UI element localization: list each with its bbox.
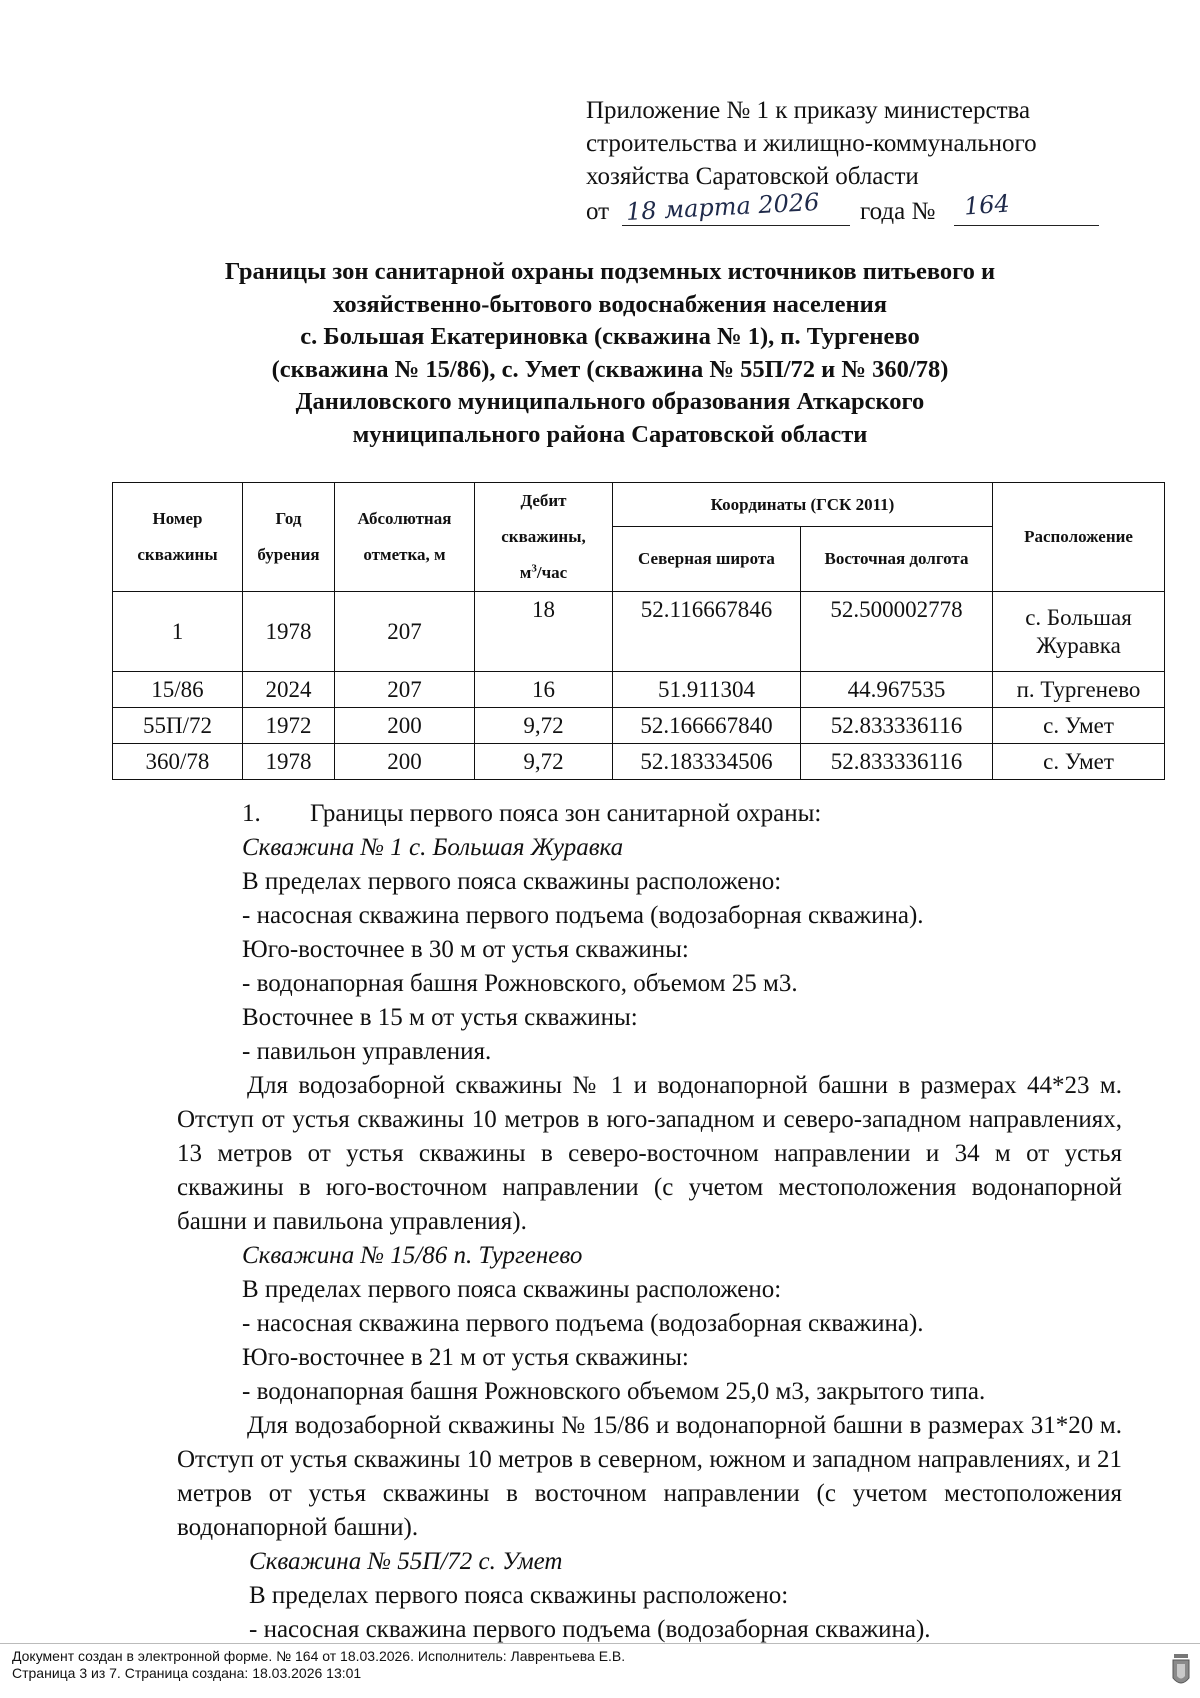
cell-location: с. Большая Журавка: [993, 592, 1165, 672]
header-well-number: Номер скважины: [113, 483, 243, 592]
cell-absolute-mark: 200: [335, 744, 475, 780]
header-location: Расположение: [993, 483, 1165, 592]
well-1-paragraph: Для водозаборной скважины № 1 и водонапорной башни в размерах 44*23 м. Отступ от устья скважины 10 метров в юго-западном и северо-западном направлениях, 13 метров от устья скважины в северо-восточном направлении и 34 м от устья скважины в юго-восточном направлении (с учетом местоположения водонапорной башни и павильона управления).: [177, 1072, 1122, 1235]
footer-line-2: Страница 3 из 7. Страница создана: 18.03.2026 13:01: [12, 1665, 362, 1681]
well-1-line: В пределах первого пояса скважины расположено:: [242, 868, 782, 895]
well-3-line: В пределах первого пояса скважины расположено:: [249, 1582, 789, 1609]
table-row: [113, 708, 1165, 744]
cell-drill-year: 2024: [243, 672, 335, 708]
cell-location: с. Умет: [993, 744, 1165, 780]
well-1-line: Юго-восточнее в 30 м от устья скважины:: [242, 936, 689, 963]
cell-absolute-mark: 207: [335, 672, 475, 708]
well-3-heading: Скважина № 55П/72 с. Умет: [249, 1548, 563, 1575]
cell-well-number: 55П/72: [113, 708, 243, 744]
footer-line-1: Документ создан в электронной форме. № 164 от 18.03.2026. Исполнитель: Лаврентьева Е.В.: [12, 1648, 626, 1664]
title-line-4: (скважина № 15/86), с. Умет (скважина № 55П/72 и № 360/78): [271, 355, 949, 383]
table-row: [113, 592, 1165, 672]
well-2-line: - насосная скважина первого подъема (водозаборная скважина).: [242, 1310, 924, 1337]
cell-east: 52.833336116: [801, 744, 993, 780]
title-line-1: Границы зон санитарной охраны подземных источников питьевого и: [224, 258, 996, 285]
cell-debit: 18: [475, 592, 613, 672]
table-header-row: [113, 483, 1165, 527]
date-prefix: от: [586, 198, 610, 225]
cell-debit: 9,72: [475, 744, 613, 780]
table-row: [113, 672, 1165, 708]
well-1-line: Восточнее в 15 м от устья скважины:: [242, 1004, 638, 1031]
cell-absolute-mark: 207: [335, 592, 475, 672]
well-1-line: - павильон управления.: [242, 1038, 492, 1065]
title-line-3: с. Большая Екатериновка (скважина № 1), п. Тургенево: [300, 323, 920, 350]
header-absolute-mark: Абсолютная отметка, м: [335, 483, 475, 592]
well-3-line: - насосная скважина первого подъема (водозаборная скважина).: [249, 1616, 931, 1643]
header-coordinates: Координаты (ГСК 2011): [613, 483, 993, 527]
title-line-2: хозяйственно-бытового водоснабжения населения: [333, 290, 887, 318]
appendix-line-2: строительства и жилищно-коммунального: [586, 130, 1037, 157]
cell-well-number: 15/86: [113, 672, 243, 708]
cell-drill-year: 1972: [243, 708, 335, 744]
e-document-footer: [12, 1648, 1012, 1682]
title-line-5: Даниловского муниципального образования Аткарского: [295, 388, 925, 415]
footer-divider: [0, 1643, 1200, 1644]
cell-drill-year: 1978: [243, 592, 335, 672]
appendix-line-3: хозяйства Саратовской области: [586, 163, 919, 190]
well-2-paragraph: Для водозаборной скважины № 15/86 и водонапорной башни в размерах 31*20 м. Отступ от устья скважины 10 метров в северном, южном и западном направлениях, и 21 метров от устья скважины в восточном направлении (с учетом местоположения водонапорной башни).: [177, 1412, 1122, 1541]
appendix-line-1: Приложение № 1 к приказу министерства: [586, 97, 1031, 124]
header-drill-year: Год бурения: [243, 483, 335, 592]
cell-north: 52.116667846: [613, 592, 801, 672]
header-debit: Дебит скважины, $м^3$/час: [475, 483, 613, 592]
well-1-line: - водонапорная башня Рожновского, объемом 25 м3.: [242, 970, 798, 997]
number-underline: [954, 225, 1099, 226]
cell-north: 52.183334506: [613, 744, 801, 780]
cell-debit: 16: [475, 672, 613, 708]
handwritten-date: 18 марта 2026: [625, 187, 821, 227]
document-body: [177, 797, 1122, 1647]
cell-east: 52.833336116: [801, 708, 993, 744]
title-line-6: муниципального района Саратовской области: [352, 420, 868, 448]
well-1-line: - насосная скважина первого подъема (водозаборная скважина).: [242, 902, 924, 929]
appendix-date-line: [586, 187, 1106, 233]
well-2-line: - водонапорная башня Рожновского объемом 25,0 м3, закрытого типа.: [242, 1378, 986, 1405]
cell-east: 44.967535: [801, 672, 993, 708]
well-1-heading: Скважина № 1 с. Большая Журавка: [242, 834, 624, 861]
well-2-heading: Скважина № 15/86 п. Тургенево: [242, 1242, 583, 1269]
wells-table: [112, 482, 1165, 780]
cell-north: 51.911304: [613, 672, 801, 708]
coat-of-arms-icon: [1170, 1652, 1192, 1690]
header-east-longitude: Восточная долгота: [801, 527, 993, 592]
cell-east: 52.500002778: [801, 592, 993, 672]
handwritten-number: 164: [963, 189, 1011, 221]
document-title: [150, 256, 1070, 451]
well-2-line: В пределах первого пояса скважины расположено:: [242, 1276, 782, 1303]
table-row: [113, 744, 1165, 780]
header-north-latitude: Северная широта: [613, 527, 801, 592]
cell-well-number: 1: [113, 592, 243, 672]
cell-location: п. Тургенево: [993, 672, 1165, 708]
section-heading: 1. Границы первого пояса зон санитарной охраны:: [242, 800, 822, 827]
appendix-block: [586, 94, 1106, 233]
cell-drill-year: 1978: [243, 744, 335, 780]
cell-well-number: 360/78: [113, 744, 243, 780]
cell-absolute-mark: 200: [335, 708, 475, 744]
well-2-line: Юго-восточнее в 21 м от устья скважины:: [242, 1344, 689, 1371]
cell-location: с. Умет: [993, 708, 1165, 744]
cell-north: 52.166667840: [613, 708, 801, 744]
cell-debit: 9,72: [475, 708, 613, 744]
year-number-label: года №: [860, 198, 936, 225]
